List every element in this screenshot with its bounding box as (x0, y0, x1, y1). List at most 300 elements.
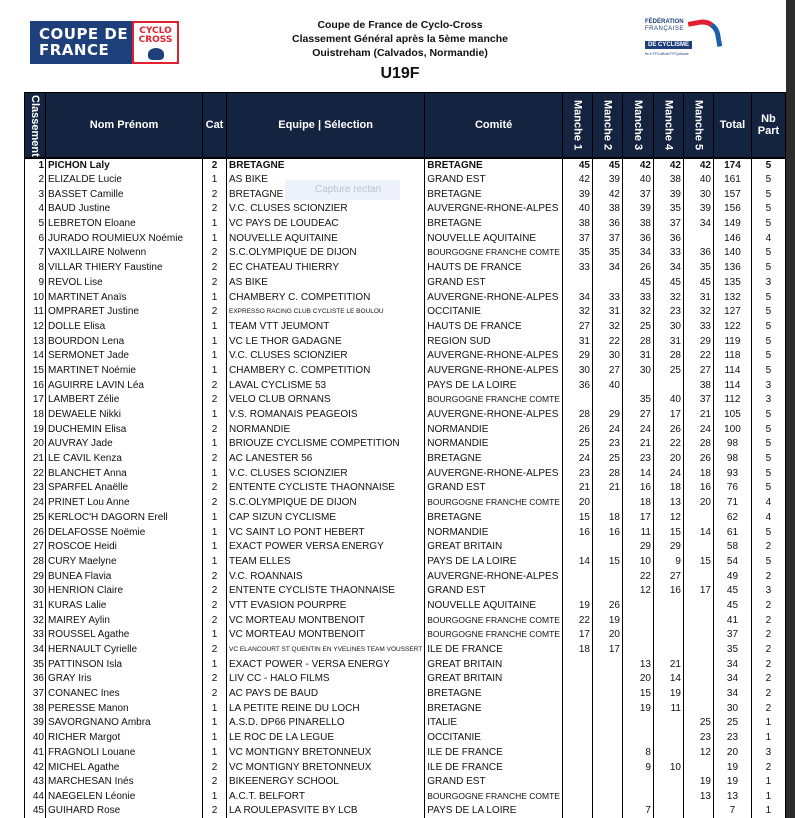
manche-1-cell: 27 (562, 319, 592, 334)
manche-4-cell: 26 (653, 422, 683, 437)
manche-1-cell (562, 730, 592, 745)
manche-1-cell: 23 (562, 466, 592, 481)
manche-2-cell (592, 393, 622, 408)
manche-3-cell: 15 (622, 686, 653, 701)
manche-1-cell (562, 716, 592, 731)
team-cell: TEAM ELLES (227, 554, 425, 569)
comite-cell: GRAND EST (425, 583, 563, 598)
manche-1-cell: 38 (562, 216, 592, 231)
manche-3-cell: 26 (622, 260, 653, 275)
total-cell: 54 (713, 554, 751, 569)
total-cell: 98 (713, 437, 751, 452)
manche-3-cell (622, 716, 653, 731)
manche-1-cell (562, 701, 592, 716)
col-header-comite: Comité (425, 93, 563, 158)
manche-3-cell: 8 (622, 745, 653, 760)
cat-cell: 2 (203, 774, 227, 789)
table-row (25, 789, 786, 804)
nb-part-cell: 3 (751, 745, 785, 760)
nb-part-cell: 5 (751, 466, 785, 481)
nb-part-cell: 2 (751, 642, 785, 657)
rank-cell: 1 (25, 158, 46, 173)
manche-5-cell: 12 (683, 745, 713, 760)
cat-cell: 1 (203, 363, 227, 378)
manche-4-cell: 23 (653, 304, 683, 319)
rank-cell: 20 (25, 437, 46, 452)
table-row (25, 437, 786, 452)
team-cell: ENTENTE CYCLISTE THAONNAISE (227, 481, 425, 496)
manche-3-cell: 37 (622, 187, 653, 202)
manche-2-cell: 20 (592, 628, 622, 643)
cat-cell: 2 (203, 642, 227, 657)
nb-part-cell: 5 (751, 437, 785, 452)
manche-5-cell: 22 (683, 348, 713, 363)
manche-2-cell: 26 (592, 598, 622, 613)
total-cell: 140 (713, 246, 751, 261)
table-row (25, 481, 786, 496)
manche-1-cell: 14 (562, 554, 592, 569)
team-cell: V.S. ROMANAIS PEAGEOIS (227, 407, 425, 422)
manche-2-cell: 42 (592, 187, 622, 202)
manche-3-cell: 19 (622, 701, 653, 716)
cat-cell: 1 (203, 290, 227, 305)
team-cell: LIV CC - HALO FILMS (227, 672, 425, 687)
name-cell: KERLOC'H DAGORN Erell (46, 510, 203, 525)
manche-1-cell: 42 (562, 172, 592, 187)
total-cell: 127 (713, 304, 751, 319)
manche-2-cell (592, 583, 622, 598)
manche-1-cell (562, 569, 592, 584)
cat-cell: 2 (203, 202, 227, 217)
manche-4-cell (653, 774, 683, 789)
table-row (25, 701, 786, 716)
col-header-manche-5: Manche 5 (683, 93, 713, 158)
manche-4-cell: 13 (653, 495, 683, 510)
manche-4-cell: 21 (653, 657, 683, 672)
manche-2-cell: 15 (592, 554, 622, 569)
team-cell: VC PAYS DE LOUDEAC (227, 216, 425, 231)
name-cell: MARTINET Noémie (46, 363, 203, 378)
manche-5-cell (683, 510, 713, 525)
manche-3-cell (622, 730, 653, 745)
manche-3-cell: 9 (622, 760, 653, 775)
comite-cell: BOURGOGNE FRANCHE COMTE (425, 246, 563, 261)
coupe-de-france-logo (30, 21, 179, 64)
team-cell: NOUVELLE AQUITAINE (227, 231, 425, 246)
manche-5-cell (683, 804, 713, 818)
manche-4-cell: 25 (653, 363, 683, 378)
total-cell: 93 (713, 466, 751, 481)
manche-1-cell: 45 (562, 158, 592, 173)
manche-2-cell (592, 657, 622, 672)
manche-4-cell: 39 (653, 187, 683, 202)
comite-cell: NORMANDIE (425, 422, 563, 437)
rank-cell: 41 (25, 745, 46, 760)
manche-4-cell (653, 598, 683, 613)
table-row (25, 216, 786, 231)
team-cell: VC MORTEAU MONTBENOIT (227, 628, 425, 643)
cat-cell: 2 (203, 260, 227, 275)
manche-2-cell (592, 716, 622, 731)
manche-5-cell: 13 (683, 789, 713, 804)
manche-1-cell: 25 (562, 437, 592, 452)
nb-part-cell: 5 (751, 158, 785, 173)
manche-3-cell: 23 (622, 451, 653, 466)
name-cell: VAXILLAIRE Nolwenn (46, 246, 203, 261)
manche-2-cell: 18 (592, 510, 622, 525)
total-cell: 100 (713, 422, 751, 437)
cat-cell: 2 (203, 760, 227, 775)
manche-3-cell: 16 (622, 481, 653, 496)
manche-3-cell: 14 (622, 466, 653, 481)
cat-cell: 1 (203, 657, 227, 672)
comite-cell: BOURGOGNE FRANCHE COMTE (425, 393, 563, 408)
manche-3-cell: 28 (622, 334, 653, 349)
cat-cell: 2 (203, 583, 227, 598)
table-row (25, 407, 786, 422)
nb-part-cell: 1 (751, 789, 785, 804)
team-cell: LE ROC DE LA LEGUE (227, 730, 425, 745)
manche-3-cell (622, 642, 653, 657)
rank-cell: 27 (25, 539, 46, 554)
total-cell: 122 (713, 319, 751, 334)
rank-cell: 26 (25, 525, 46, 540)
cat-cell: 1 (203, 407, 227, 422)
name-cell: BAUD Justine (46, 202, 203, 217)
nb-part-cell: 5 (751, 451, 785, 466)
manche-4-cell: 18 (653, 481, 683, 496)
nb-part-cell: 5 (751, 363, 785, 378)
table-row (25, 202, 786, 217)
comite-cell: BRETAGNE (425, 158, 563, 173)
manche-5-cell: 35 (683, 260, 713, 275)
rank-cell: 3 (25, 187, 46, 202)
comite-cell: GRAND EST (425, 172, 563, 187)
manche-1-cell: 32 (562, 304, 592, 319)
manche-4-cell: 15 (653, 525, 683, 540)
table-row (25, 158, 786, 173)
logo-line-2: FRANCE (39, 41, 110, 59)
total-cell: 49 (713, 569, 751, 584)
manche-5-cell: 23 (683, 730, 713, 745)
total-cell: 71 (713, 495, 751, 510)
cat-cell: 1 (203, 554, 227, 569)
comite-cell: BRETAGNE (425, 686, 563, 701)
manche-2-cell: 45 (592, 158, 622, 173)
cat-cell: 1 (203, 701, 227, 716)
manche-1-cell (562, 745, 592, 760)
nb-part-cell: 2 (751, 613, 785, 628)
cat-cell: 2 (203, 598, 227, 613)
manche-3-cell: 24 (622, 422, 653, 437)
manche-4-cell: 19 (653, 686, 683, 701)
name-cell: PRINET Lou Anne (46, 495, 203, 510)
team-cell: VC MORTEAU MONTBENOIT (227, 613, 425, 628)
manche-2-cell: 24 (592, 422, 622, 437)
name-cell: SAVORGNANO Ambra (46, 716, 203, 731)
manche-3-cell: 27 (622, 407, 653, 422)
manche-1-cell (562, 275, 592, 290)
manche-5-cell: 36 (683, 246, 713, 261)
name-cell: ELIZALDE Lucie (46, 172, 203, 187)
cat-cell: 1 (203, 466, 227, 481)
nb-part-cell: 5 (751, 187, 785, 202)
rank-cell: 2 (25, 172, 46, 187)
nb-part-cell: 4 (751, 510, 785, 525)
rank-cell: 22 (25, 466, 46, 481)
manche-5-cell (683, 760, 713, 775)
manche-1-cell (562, 804, 592, 818)
name-cell: GUIHARD Rose (46, 804, 203, 818)
comite-cell: BRETAGNE (425, 216, 563, 231)
manche-5-cell: 29 (683, 334, 713, 349)
table-row (25, 275, 786, 290)
manche-4-cell: 16 (653, 583, 683, 598)
table-row (25, 495, 786, 510)
nb-part-cell: 5 (751, 290, 785, 305)
nb-part-cell: 3 (751, 583, 785, 598)
name-cell: FRAGNOLI Louane (46, 745, 203, 760)
rank-cell: 37 (25, 686, 46, 701)
col-header-manche-4: Manche 4 (653, 93, 683, 158)
team-cell: S.C.OLYMPIQUE DE DIJON (227, 495, 425, 510)
manche-3-cell: 25 (622, 319, 653, 334)
manche-4-cell: 24 (653, 466, 683, 481)
comite-cell: ILE DE FRANCE (425, 760, 563, 775)
comite-cell: HAUTS DE FRANCE (425, 260, 563, 275)
manche-1-cell (562, 539, 592, 554)
total-cell: 136 (713, 260, 751, 275)
name-cell: ROSCOE Heidi (46, 539, 203, 554)
rank-cell: 10 (25, 290, 46, 305)
table-row (25, 466, 786, 481)
manche-2-cell (592, 569, 622, 584)
manche-1-cell: 31 (562, 334, 592, 349)
total-cell: 23 (713, 730, 751, 745)
manche-5-cell (683, 657, 713, 672)
manche-3-cell (622, 598, 653, 613)
manche-5-cell: 18 (683, 466, 713, 481)
rank-cell: 11 (25, 304, 46, 319)
manche-1-cell: 33 (562, 260, 592, 275)
rank-cell: 16 (25, 378, 46, 393)
table-row (25, 554, 786, 569)
comite-cell: ILE DE FRANCE (425, 745, 563, 760)
table-row (25, 804, 786, 818)
name-cell: MARTINET Anaïs (46, 290, 203, 305)
manche-3-cell: 21 (622, 437, 653, 452)
total-cell: 132 (713, 290, 751, 305)
team-cell: V.C. CLUSES SCIONZIER (227, 348, 425, 363)
name-cell: VILLAR THIERY Faustine (46, 260, 203, 275)
manche-2-cell (592, 730, 622, 745)
manche-3-cell: 32 (622, 304, 653, 319)
nb-part-cell: 5 (751, 216, 785, 231)
nb-part-cell: 2 (751, 539, 785, 554)
col-header-manche-3: Manche 3 (622, 93, 653, 158)
manche-5-cell: 31 (683, 290, 713, 305)
name-cell: REVOL Lise (46, 275, 203, 290)
manche-1-cell: 16 (562, 525, 592, 540)
table-row (25, 172, 786, 187)
manche-3-cell: 22 (622, 569, 653, 584)
total-cell: 114 (713, 363, 751, 378)
manche-2-cell: 35 (592, 246, 622, 261)
title-line-2: Classement Général après la 5ème manche (292, 33, 508, 45)
total-cell: 61 (713, 525, 751, 540)
manche-2-cell: 23 (592, 437, 622, 452)
manche-5-cell: 33 (683, 319, 713, 334)
nb-part-cell: 5 (751, 202, 785, 217)
manche-1-cell: 19 (562, 598, 592, 613)
table-header-row (25, 93, 786, 158)
manche-3-cell: 33 (622, 290, 653, 305)
name-cell: MICHEL Agathe (46, 760, 203, 775)
manche-3-cell (622, 628, 653, 643)
manche-4-cell: 28 (653, 348, 683, 363)
manche-1-cell: 40 (562, 202, 592, 217)
cat-cell: 2 (203, 569, 227, 584)
table-row (25, 363, 786, 378)
manche-2-cell: 33 (592, 290, 622, 305)
name-cell: LEBRETON Eloane (46, 216, 203, 231)
manche-3-cell: 42 (622, 158, 653, 173)
name-cell: KURAS Lalie (46, 598, 203, 613)
standings-table (24, 92, 786, 818)
total-cell: 149 (713, 216, 751, 231)
team-cell: EC CHATEAU THIERRY (227, 260, 425, 275)
comite-cell: PAYS DE LA LOIRE (425, 804, 563, 818)
table-row (25, 686, 786, 701)
manche-3-cell: 36 (622, 231, 653, 246)
manche-1-cell: 15 (562, 510, 592, 525)
manche-5-cell (683, 701, 713, 716)
cat-cell: 1 (203, 231, 227, 246)
rank-cell: 14 (25, 348, 46, 363)
manche-3-cell: 39 (622, 202, 653, 217)
badge-line-2: CROSS (138, 35, 173, 45)
manche-4-cell (653, 716, 683, 731)
manche-1-cell: 30 (562, 363, 592, 378)
table-row (25, 451, 786, 466)
name-cell: AGUIRRE LAVIN Léa (46, 378, 203, 393)
cat-cell: 2 (203, 304, 227, 319)
table-row (25, 510, 786, 525)
manche-2-cell: 37 (592, 231, 622, 246)
manche-4-cell: 29 (653, 539, 683, 554)
manche-5-cell: 24 (683, 422, 713, 437)
manche-5-cell: 37 (683, 393, 713, 408)
total-cell: 135 (713, 275, 751, 290)
comite-cell: AUVERGNE-RHONE-ALPES (425, 290, 563, 305)
manche-2-cell (592, 701, 622, 716)
rank-cell: 4 (25, 202, 46, 217)
cat-cell: 1 (203, 172, 227, 187)
comite-cell: AUVERGNE-RHONE-ALPES (425, 466, 563, 481)
cat-cell: 2 (203, 158, 227, 173)
cat-cell: 2 (203, 672, 227, 687)
table-row (25, 304, 786, 319)
manche-4-cell (653, 642, 683, 657)
name-cell: GRAY Iris (46, 672, 203, 687)
manche-4-cell: 22 (653, 437, 683, 452)
table-row (25, 187, 786, 202)
team-cell: VC ELANCOURT ST QUENTIN EN YVELINES TEAM VOUSSERT (227, 642, 425, 657)
total-cell: 34 (713, 657, 751, 672)
rank-cell: 21 (25, 451, 46, 466)
ffc-line-1: FÉDÉRATION (645, 19, 684, 25)
manche-3-cell: 30 (622, 363, 653, 378)
name-cell: HERNAULT Cyrielle (46, 642, 203, 657)
nb-part-cell: 5 (751, 334, 785, 349)
manche-2-cell: 39 (592, 172, 622, 187)
manche-4-cell: 12 (653, 510, 683, 525)
team-cell: LAVAL CYCLISME 53 (227, 378, 425, 393)
team-cell: V.C. CLUSES SCIONZIER (227, 202, 425, 217)
manche-4-cell (653, 804, 683, 818)
rank-cell: 43 (25, 774, 46, 789)
comite-cell: BOURGOGNE FRANCHE COMTE (425, 495, 563, 510)
nb-part-cell: 3 (751, 275, 785, 290)
comite-cell: BRETAGNE (425, 510, 563, 525)
manche-4-cell: 11 (653, 701, 683, 716)
col-header-nb-part: Nb Part (751, 93, 785, 158)
cat-cell: 2 (203, 495, 227, 510)
team-cell: V.C. ROANNAIS (227, 569, 425, 584)
team-cell: LA PETITE REINE DU LOCH (227, 701, 425, 716)
manche-5-cell (683, 569, 713, 584)
comite-cell: AUVERGNE-RHONE-ALPES (425, 348, 563, 363)
comite-cell: BRETAGNE (425, 187, 563, 202)
name-cell: BOURDON Lena (46, 334, 203, 349)
cat-cell: 2 (203, 481, 227, 496)
total-cell: 13 (713, 789, 751, 804)
cat-cell: 1 (203, 437, 227, 452)
comite-cell: AUVERGNE-RHONE-ALPES (425, 202, 563, 217)
comite-cell: AUVERGNE-RHONE-ALPES (425, 569, 563, 584)
cat-cell: 1 (203, 628, 227, 643)
manche-2-cell: 40 (592, 378, 622, 393)
team-cell: EXACT POWER - VERSA ENERGY (227, 657, 425, 672)
manche-1-cell (562, 774, 592, 789)
manche-4-cell (653, 628, 683, 643)
manche-2-cell: 22 (592, 334, 622, 349)
manche-2-cell: 28 (592, 466, 622, 481)
manche-2-cell: 19 (592, 613, 622, 628)
nb-part-cell: 2 (751, 701, 785, 716)
rank-cell: 42 (25, 760, 46, 775)
nb-part-cell: 2 (751, 686, 785, 701)
rank-cell: 45 (25, 804, 46, 818)
total-cell: 146 (713, 231, 751, 246)
manche-3-cell: 45 (622, 275, 653, 290)
team-cell: BRIOUZE CYCLISME COMPETITION (227, 437, 425, 452)
nb-part-cell: 2 (751, 760, 785, 775)
manche-4-cell: 45 (653, 275, 683, 290)
comite-cell: NOUVELLE AQUITAINE (425, 231, 563, 246)
name-cell: CONANEC Ines (46, 686, 203, 701)
manche-2-cell: 27 (592, 363, 622, 378)
team-cell: VC SAINT LO PONT HEBERT (227, 525, 425, 540)
table-row (25, 319, 786, 334)
manche-3-cell: 34 (622, 246, 653, 261)
total-cell: 118 (713, 348, 751, 363)
cat-cell: 1 (203, 334, 227, 349)
manche-1-cell: 36 (562, 378, 592, 393)
manche-3-cell: 10 (622, 554, 653, 569)
nb-part-cell: 2 (751, 628, 785, 643)
cat-cell: 1 (203, 745, 227, 760)
